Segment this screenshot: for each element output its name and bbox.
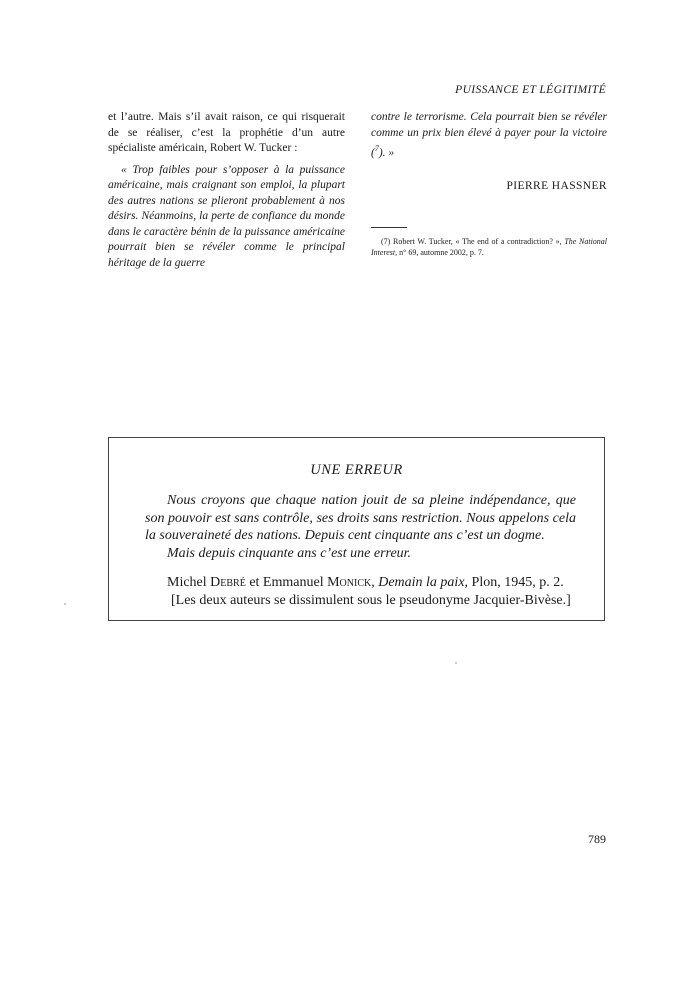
box-body <box>145 492 576 562</box>
source-connector: et Emmanuel <box>249 575 324 590</box>
tucker-quote-continuation <box>371 110 607 161</box>
quote-continuation-text: contre le terrorisme. Cela pourrait bien se révéler comme un prix bien élevé à payer pour la victoire ( <box>371 111 607 159</box>
footnote <box>371 236 607 258</box>
footnote-number: (7) <box>381 236 391 246</box>
box-body-paragraph: Nous croyons que chaque nation jouit de sa pleine indépendance, que son pouvoir est sans contrôle, ses droits sans restriction. Nous appelons cela la souveraineté des nations. Depuis cent cinquante ans c’est un dogme. <box>145 493 576 543</box>
footnote-journal: The National Interest, <box>371 236 608 257</box>
source-book-title: Demain la paix, <box>378 575 469 590</box>
box-title: UNE ERREUR <box>310 462 403 478</box>
tucker-quote: « Trop faibles pour s’opposer à la puissance américaine, mais craignant son emploi, la plupart des autres nations se plieront probablement à nos désirs. Néanmoins, la perte de confiance du monde dans le caractère bénin de la puissance américaine pourrait bien se révéler comme le principal héritage de la guerre <box>108 163 345 269</box>
footnote-details: n° 69, automne 2002, p. 7. <box>399 247 484 257</box>
citation-box <box>108 437 605 621</box>
right-column <box>371 110 607 258</box>
box-source-citation <box>145 574 576 592</box>
page-number: 789 <box>588 832 606 846</box>
scan-speck <box>64 603 66 605</box>
footnote-title: « The end of a contradiction? », <box>455 236 562 246</box>
box-body-conclusion: Mais depuis cinquante ans c’est une erreur. <box>167 545 412 561</box>
box-source <box>145 574 576 610</box>
source-first-name: Michel <box>167 575 207 590</box>
footnote-reference: 7 <box>374 144 379 153</box>
running-head: PUISSANCE ET LÉGITIMITÉ <box>455 84 606 96</box>
source-publisher: Plon, 1945, p. 2. <box>471 575 564 590</box>
source-last-name-1: Debré <box>210 575 246 590</box>
footnote-rule <box>371 227 407 228</box>
source-last-name-2: Monick, <box>327 575 375 590</box>
left-column <box>108 110 345 271</box>
intro-paragraph: et l’autre. Mais s’il avait raison, ce qui risquerait de se réaliser, c’est la prophétie d’un autre spécialiste américain, Robert W. Tucker : <box>108 111 345 154</box>
box-source-note: [Les deux auteurs se dissimulent sous le pseudonyme Jacquier-Bivèse.] <box>171 593 571 608</box>
scan-speck <box>455 662 457 664</box>
quote-close: ). » <box>378 146 395 159</box>
article-author: PIERRE HASSNER <box>506 180 607 193</box>
footnote-author: Robert W. Tucker, <box>393 236 453 246</box>
